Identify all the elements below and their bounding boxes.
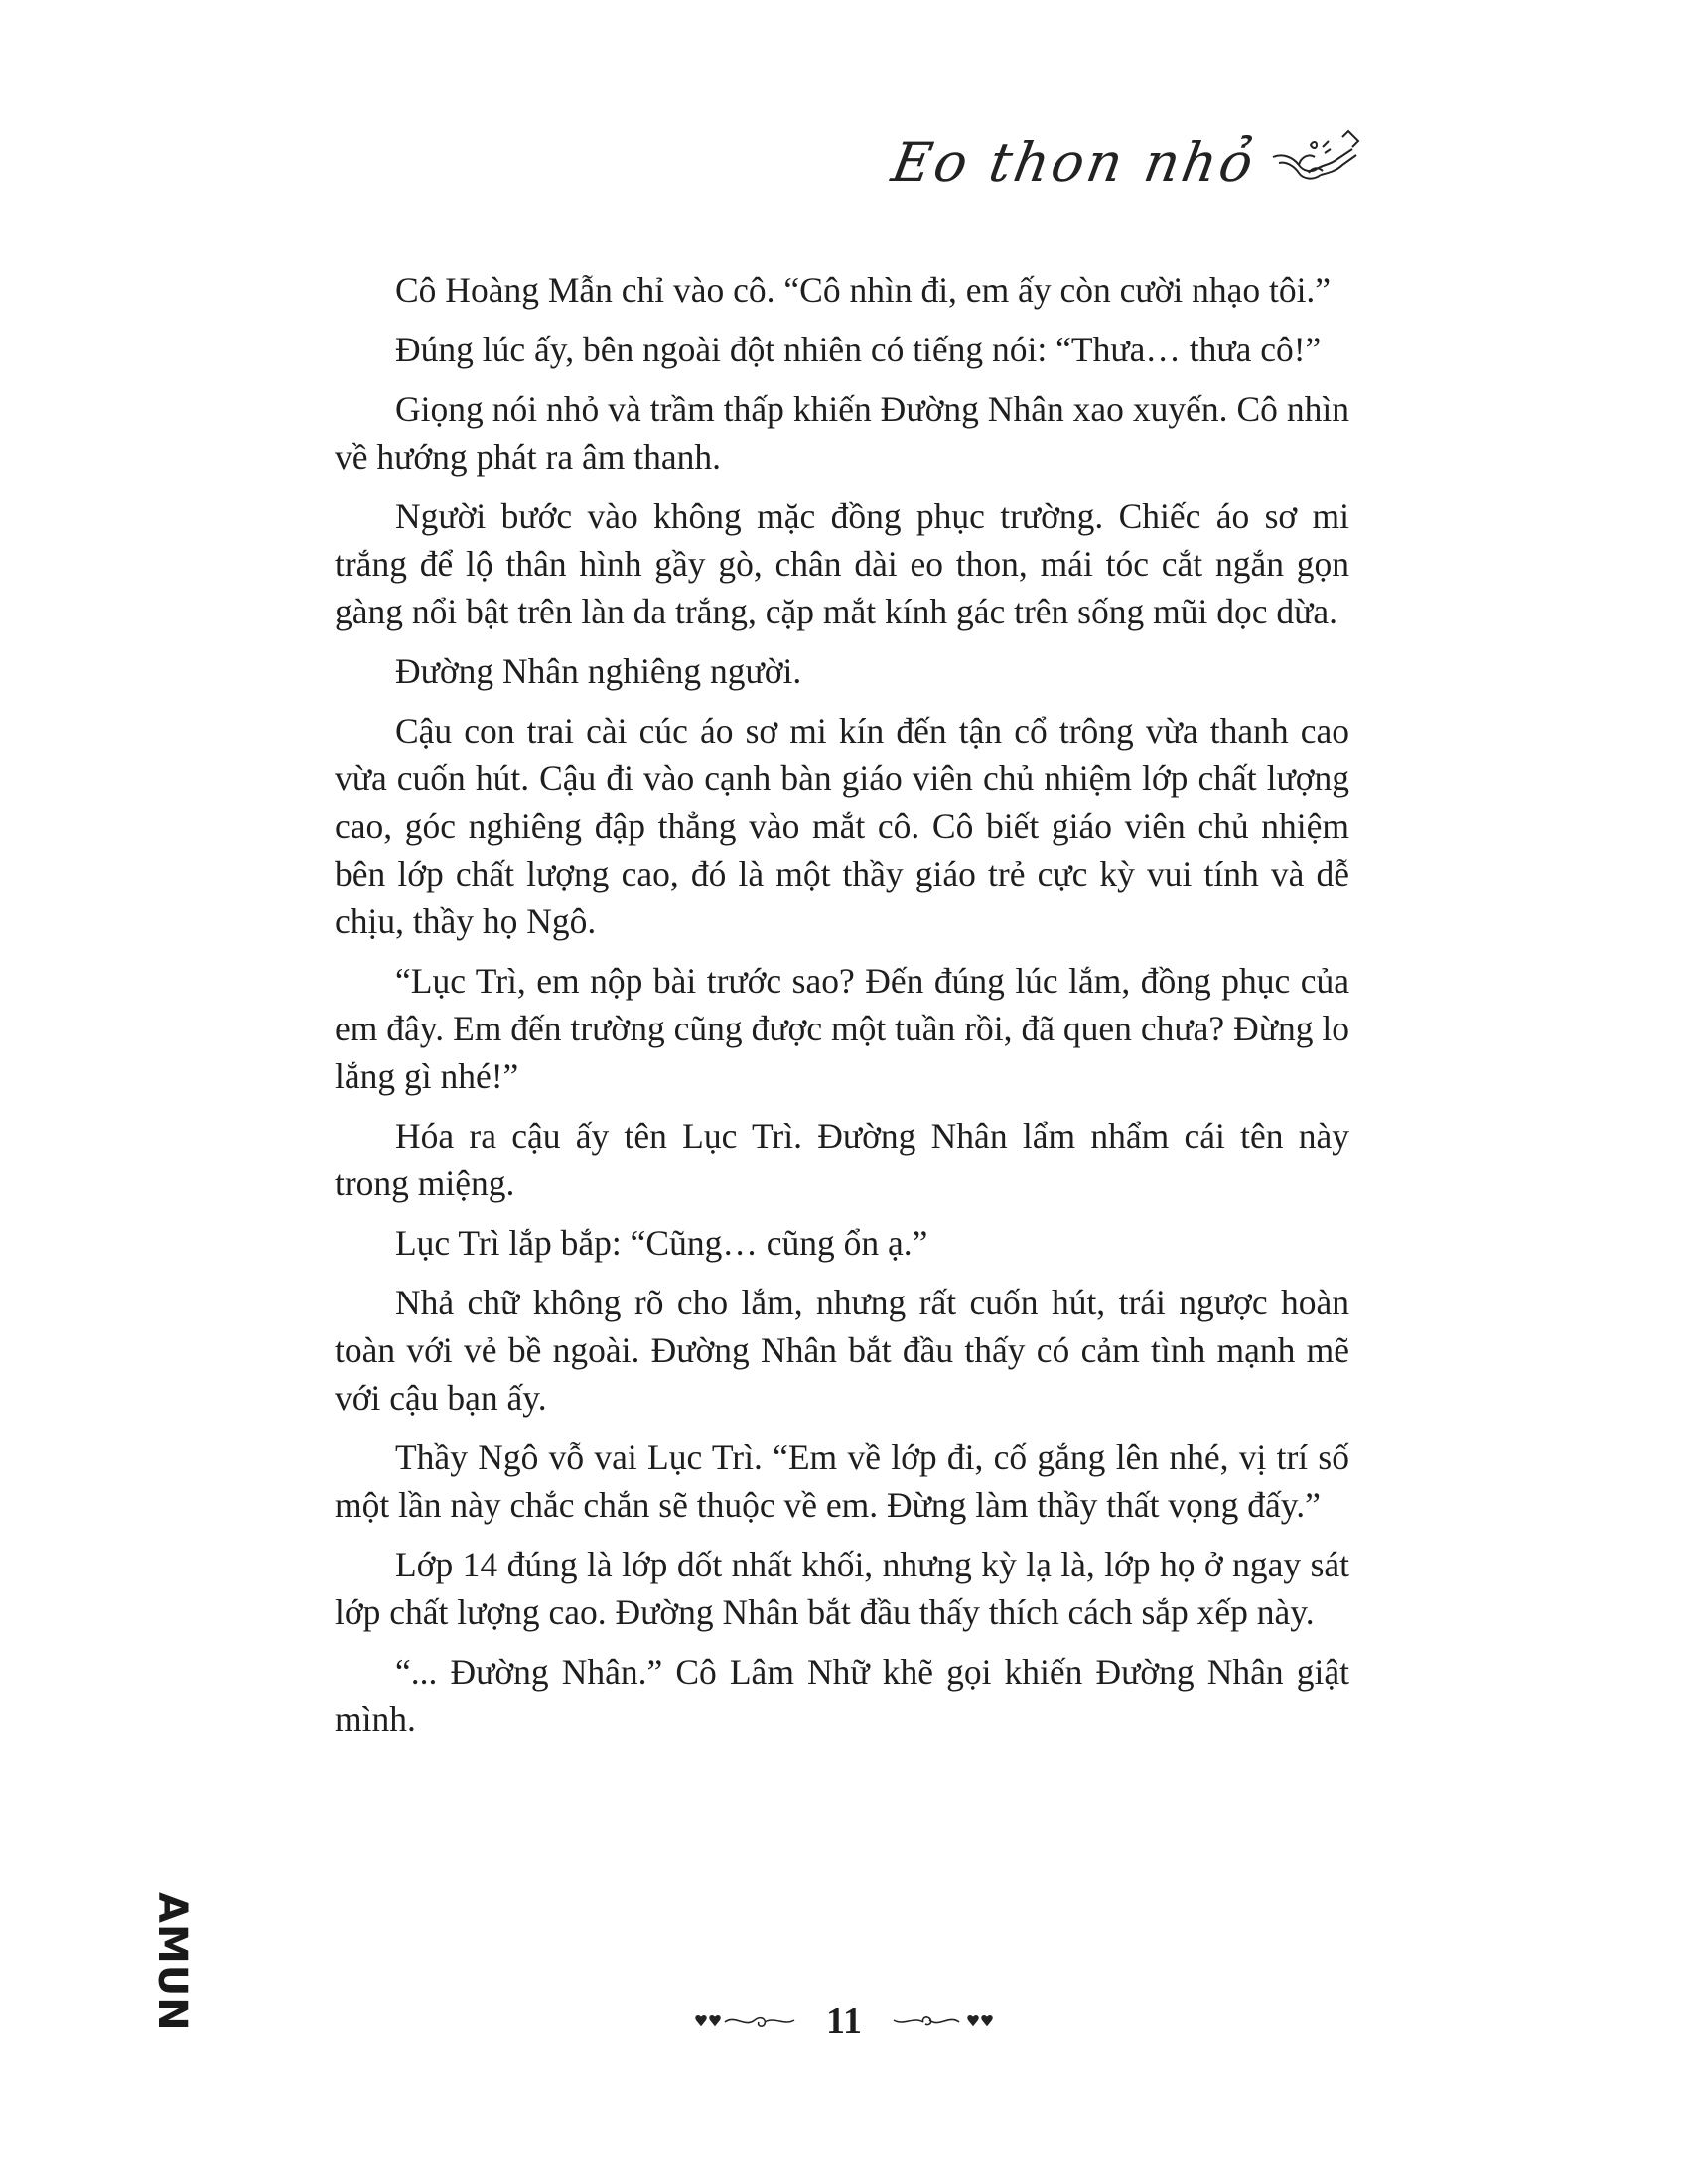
chapter-text [335, 266, 1349, 1755]
paragraph: Cô Hoàng Mẫn chỉ vào cô. “Cô nhìn đi, em ấy còn cười nhạo tôi.” [395, 270, 1332, 310]
running-header [887, 127, 1360, 197]
page-number: 11 [826, 2000, 862, 2042]
paragraph: Lục Trì lắp bắp: “Cũng… cũng ổn ạ.” [395, 1223, 928, 1263]
paragraph: Giọng nói nhỏ và trầm thấp khiến Đường Nhân xao xuyến. Cô nhìn về hướng phát ra âm thanh. [335, 389, 1349, 477]
publisher-logo: AMUN [149, 1892, 195, 2032]
heart-swirl-ornament-left [691, 2006, 798, 2036]
holding-hands-icon [1269, 127, 1360, 197]
paragraph: Lớp 14 đúng là lớp dốt nhất khối, nhưng kỳ lạ là, lớp họ ở ngay sát lớp chất lượng cao. Đường Nhân bắt đầu thấy thích cách sắp xếp này. [335, 1545, 1349, 1632]
heart-swirl-ornament-right [890, 2006, 997, 2036]
paragraph: Thầy Ngô vỗ vai Lục Trì. “Em về lớp đi, cố gắng lên nhé, vị trí số một lần này chắc chắn sẽ thuộc về em. Đừng làm thầy thất vọng đấy.” [335, 1437, 1349, 1525]
paragraph: “... Đường Nhân.” Cô Lâm Nhữ khẽ gọi khiến Đường Nhân giật mình. [335, 1652, 1349, 1739]
paragraph: Hóa ra cậu ấy tên Lục Trì. Đường Nhân lẩm nhẩm cái tên này trong miệng. [335, 1116, 1349, 1203]
paragraph: Đúng lúc ấy, bên ngoài đột nhiên có tiếng nói: “Thưa… thưa cô!” [395, 330, 1322, 369]
paragraph: Người bước vào không mặc đồng phục trường. Chiếc áo sơ mi trắng để lộ thân hình gầy gò, chân dài eo thon, mái tóc cắt ngắn gọn gàng nổi bật trên làn da trắng, cặp mắt kính gác trên sống mũi dọc dừa. [335, 496, 1349, 631]
paragraph: Đường Nhân nghiêng người. [395, 651, 802, 691]
page-footer [0, 1999, 1688, 2043]
book-title: Eo thon nhỏ [887, 130, 1261, 194]
paragraph: Cậu con trai cài cúc áo sơ mi kín đến tận cổ trông vừa thanh cao vừa cuốn hút. Cậu đi vào cạnh bàn giáo viên chủ nhiệm lớp chất lượng cao, góc nghiêng đập thẳng vào mắt cô. Cô biết giáo viên chủ nhiệm bên lớp chất lượng cao, đó là một thầy giáo trẻ cực kỳ vui tính và dễ chịu, thầy họ Ngô. [335, 711, 1349, 941]
paragraph: “Lục Trì, em nộp bài trước sao? Đến đúng lúc lắm, đồng phục của em đây. Em đến trường cũng được một tuần rồi, đã quen chưa? Đừng lo lắng gì nhé!” [335, 961, 1349, 1096]
paragraph: Nhả chữ không rõ cho lắm, nhưng rất cuốn hút, trái ngược hoàn toàn với vẻ bề ngoài. Đường Nhân bắt đầu thấy có cảm tình mạnh mẽ với cậu bạn ấy. [335, 1283, 1349, 1418]
